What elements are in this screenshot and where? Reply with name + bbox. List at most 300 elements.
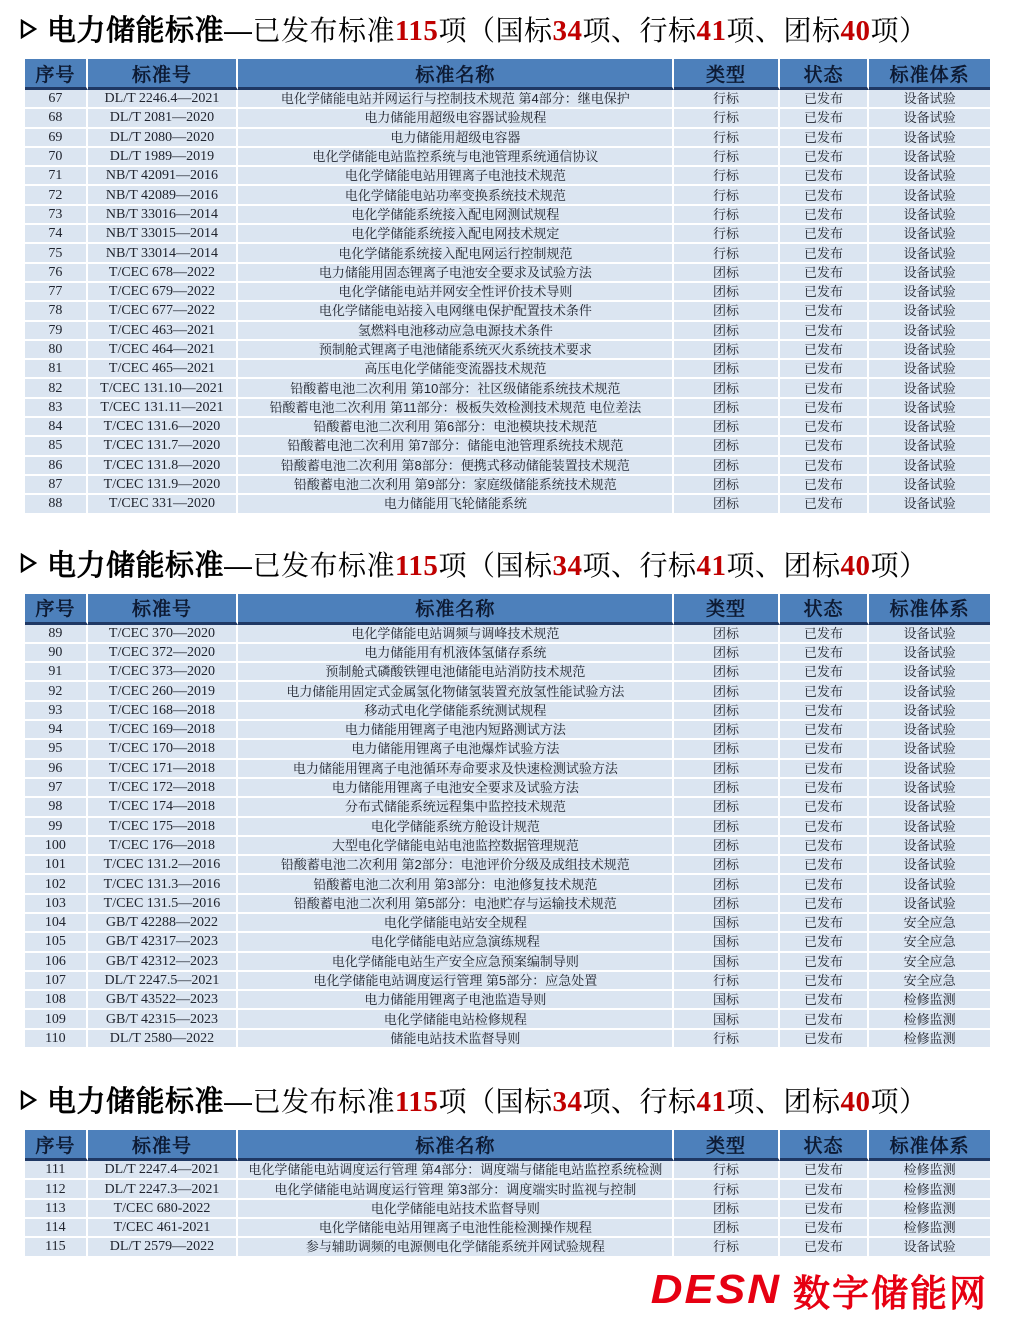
cell-standard-no: T/CEC 131.11—2021: [88, 399, 239, 418]
cell-standard-no: T/CEC 372—2020: [88, 644, 239, 663]
cell-status: 已发布: [780, 418, 870, 437]
cell-standard-no: NB/T 33014—2014: [88, 244, 239, 263]
cell-type: 团标: [674, 798, 779, 817]
column-header: 状态: [780, 594, 870, 625]
cell-standard-name: 储能电站技术监督导则: [238, 1030, 674, 1049]
cell-standard-name: 铅酸蓄电池二次利用 第2部分：电池评价分级及成组技术规范: [238, 856, 674, 875]
table-row: [25, 283, 990, 302]
cell-type: 团标: [674, 721, 779, 740]
cell-type: 行标: [674, 1161, 779, 1180]
cell-standard-no: T/CEC 677—2022: [88, 302, 239, 321]
cell-standard-name: 电力储能用超级电容器试验规程: [238, 109, 674, 128]
cell-status: 已发布: [780, 206, 870, 225]
table-row: [25, 818, 990, 837]
cell-system: 设备试验: [869, 167, 990, 186]
cell-status: 已发布: [780, 1010, 870, 1029]
section-title-segment: 40: [840, 549, 871, 582]
cell-seq: 90: [25, 644, 88, 663]
column-header: 标准体系: [869, 1130, 990, 1161]
cell-standard-no: GB/T 42317—2023: [88, 933, 239, 952]
cell-system: 设备试验: [869, 418, 990, 437]
cell-system: 设备试验: [869, 779, 990, 798]
cell-standard-no: T/CEC 131.6—2020: [88, 418, 239, 437]
table-row: [25, 129, 990, 148]
cell-standard-name: 电化学储能系统接入配电网测试规程: [238, 206, 674, 225]
cell-system: 设备试验: [869, 341, 990, 360]
cell-type: 国标: [674, 914, 779, 933]
table-row: [25, 856, 990, 875]
cell-system: 设备试验: [869, 740, 990, 759]
cell-status: 已发布: [780, 818, 870, 837]
cell-standard-name: 铅酸蓄电池二次利用 第7部分：储能电池管理系统技术规范: [238, 437, 674, 456]
cell-status: 已发布: [780, 682, 870, 701]
cell-standard-no: NB/T 42089—2016: [88, 186, 239, 205]
cell-system: 安全应急: [869, 972, 990, 991]
cell-standard-no: T/CEC 171—2018: [88, 760, 239, 779]
table-row: [25, 418, 990, 437]
cell-type: 行标: [674, 109, 779, 128]
cell-status: 已发布: [780, 875, 870, 894]
cell-standard-no: T/CEC 131.7—2020: [88, 437, 239, 456]
cell-standard-name: 铅酸蓄电池二次利用 第9部分：家庭级储能系统技术规范: [238, 476, 674, 495]
column-header: 标准名称: [238, 594, 674, 625]
cell-standard-name: 电力储能用固定式金属氢化物储氢装置充放氢性能试验方法: [238, 682, 674, 701]
section-title-segment: 项、团标: [726, 1086, 841, 1118]
cell-standard-no: DL/T 2246.4—2021: [88, 90, 239, 109]
cell-system: 设备试验: [869, 760, 990, 779]
cell-status: 已发布: [780, 167, 870, 186]
cell-standard-name: 电力储能用锂离子电池监造导则: [238, 991, 674, 1010]
table-row: [25, 379, 990, 398]
cell-standard-name: 电化学储能电站监控系统与电池管理系统通信协议: [238, 148, 674, 167]
cell-system: 设备试验: [869, 244, 990, 263]
cell-standard-name: 铅酸蓄电池二次利用 第10部分：社区级储能系统技术规范: [238, 379, 674, 398]
cell-system: 检修监测: [869, 1010, 990, 1029]
cell-seq: 68: [25, 109, 88, 128]
cell-seq: 86: [25, 457, 88, 476]
cell-status: 已发布: [780, 225, 870, 244]
cell-standard-no: T/CEC 131.9—2020: [88, 476, 239, 495]
section-title-segment: 项、行标: [582, 1086, 697, 1118]
cell-standard-no: T/CEC 131.2—2016: [88, 856, 239, 875]
cell-seq: 114: [25, 1219, 88, 1238]
cell-standard-no: T/CEC 680-2022: [88, 1200, 239, 1219]
column-header: 标准体系: [869, 59, 990, 90]
cell-seq: 80: [25, 341, 88, 360]
cell-standard-name: 电化学储能电站技术监督导则: [238, 1200, 674, 1219]
cell-type: 团标: [674, 702, 779, 721]
table-row: [25, 953, 990, 972]
cell-status: 已发布: [780, 740, 870, 759]
cell-type: 团标: [674, 495, 779, 514]
section-title-segment: 40: [840, 1086, 871, 1119]
cell-status: 已发布: [780, 148, 870, 167]
cell-standard-name: 氢燃料电池移动应急电源技术条件: [238, 322, 674, 341]
cell-status: 已发布: [780, 702, 870, 721]
standards-section-3: [20, 1079, 993, 1257]
column-header: 标准号: [88, 1130, 239, 1161]
cell-status: 已发布: [780, 953, 870, 972]
cell-system: 安全应急: [869, 914, 990, 933]
cell-standard-no: T/CEC 176—2018: [88, 837, 239, 856]
cell-type: 团标: [674, 875, 779, 894]
cell-status: 已发布: [780, 991, 870, 1010]
cell-standard-name: 电化学储能电站安全规程: [238, 914, 674, 933]
cell-seq: 83: [25, 399, 88, 418]
table-row: [25, 399, 990, 418]
cell-type: 团标: [674, 760, 779, 779]
cell-seq: 77: [25, 283, 88, 302]
section-title-segment: 115: [395, 1086, 439, 1119]
cell-status: 已发布: [780, 972, 870, 991]
section-title-segment: 项、团标: [726, 549, 841, 581]
cell-system: 设备试验: [869, 437, 990, 456]
cell-standard-no: NB/T 33016—2014: [88, 206, 239, 225]
table-row: [25, 875, 990, 894]
cell-type: 团标: [674, 1200, 779, 1219]
section-title-segment: 34: [552, 549, 583, 582]
cell-standard-no: DL/T 2580—2022: [88, 1030, 239, 1049]
section-heading: [20, 8, 993, 49]
cell-type: 行标: [674, 1180, 779, 1199]
table-row: [25, 644, 990, 663]
cell-seq: 89: [25, 625, 88, 644]
cell-standard-no: T/CEC 175—2018: [88, 818, 239, 837]
cell-standard-name: 铅酸蓄电池二次利用 第5部分：电池贮存与运输技术规范: [238, 895, 674, 914]
cell-type: 团标: [674, 302, 779, 321]
table-row: [25, 1200, 990, 1219]
cell-standard-no: T/CEC 170—2018: [88, 740, 239, 759]
cell-system: 设备试验: [869, 109, 990, 128]
cell-standard-no: NB/T 42091—2016: [88, 167, 239, 186]
cell-system: 设备试验: [869, 625, 990, 644]
cell-standard-name: 电化学储能电站并网安全性评价技术导则: [238, 283, 674, 302]
cell-seq: 113: [25, 1200, 88, 1219]
section-title-segment: 项（国标: [438, 15, 553, 46]
table-row: [25, 1030, 990, 1049]
cell-standard-name: 电化学储能电站检修规程: [238, 1010, 674, 1029]
standards-table: [25, 1130, 990, 1257]
cell-standard-name: 高压电化学储能变流器技术规范: [238, 360, 674, 379]
cell-status: 已发布: [780, 457, 870, 476]
cell-type: 团标: [674, 264, 779, 283]
table-row: [25, 702, 990, 721]
cell-status: 已发布: [780, 1180, 870, 1199]
table-row: [25, 206, 990, 225]
cell-standard-name: 大型电化学储能电站电池监控数据管理规范: [238, 837, 674, 856]
table-row: [25, 721, 990, 740]
cell-standard-no: T/CEC 678—2022: [88, 264, 239, 283]
cell-standard-name: 电化学储能电站接入电网继电保护配置技术条件: [238, 302, 674, 321]
cell-status: 已发布: [780, 437, 870, 456]
cell-seq: 100: [25, 837, 88, 856]
cell-status: 已发布: [780, 109, 870, 128]
table-header-row: [25, 59, 990, 90]
cell-type: 团标: [674, 399, 779, 418]
cell-type: 团标: [674, 283, 779, 302]
cell-system: 设备试验: [869, 837, 990, 856]
cell-seq: 103: [25, 895, 88, 914]
arrowhead-bullet-icon: [20, 553, 37, 573]
table-row: [25, 90, 990, 109]
cell-system: 设备试验: [869, 148, 990, 167]
table-row: [25, 167, 990, 186]
cell-status: 已发布: [780, 1161, 870, 1180]
cell-status: 已发布: [780, 476, 870, 495]
cell-seq: 85: [25, 437, 88, 456]
cell-seq: 82: [25, 379, 88, 398]
cell-seq: 96: [25, 760, 88, 779]
cell-status: 已发布: [780, 302, 870, 321]
cell-standard-name: 电力储能用锂离子电池爆炸试验方法: [238, 740, 674, 759]
cell-system: 设备试验: [869, 495, 990, 514]
cell-seq: 84: [25, 418, 88, 437]
cell-system: 设备试验: [869, 798, 990, 817]
cell-system: 设备试验: [869, 1238, 990, 1257]
cell-status: 已发布: [780, 837, 870, 856]
cell-seq: 81: [25, 360, 88, 379]
cell-standard-no: DL/T 2080—2020: [88, 129, 239, 148]
section-title-segment: 34: [552, 1086, 583, 1119]
cell-type: 行标: [674, 1030, 779, 1049]
cell-type: 国标: [674, 933, 779, 952]
cell-system: 设备试验: [869, 856, 990, 875]
table-row: [25, 186, 990, 205]
cell-standard-no: T/CEC 679—2022: [88, 283, 239, 302]
cell-system: 设备试验: [869, 476, 990, 495]
table-row: [25, 991, 990, 1010]
cell-type: 行标: [674, 90, 779, 109]
cell-system: 设备试验: [869, 702, 990, 721]
arrowhead-bullet-icon: [20, 19, 37, 39]
section-title-segment: 项）: [870, 549, 928, 581]
cell-standard-no: T/CEC 373—2020: [88, 663, 239, 682]
cell-type: 国标: [674, 991, 779, 1010]
column-header: 类型: [674, 594, 779, 625]
table-row: [25, 476, 990, 495]
cell-system: 检修监测: [869, 991, 990, 1010]
cell-system: 检修监测: [869, 1219, 990, 1238]
cell-status: 已发布: [780, 341, 870, 360]
cell-standard-no: T/CEC 131.5—2016: [88, 895, 239, 914]
section-title-segment: 115: [395, 15, 439, 47]
cell-type: 行标: [674, 1238, 779, 1257]
cell-standard-no: T/CEC 260—2019: [88, 682, 239, 701]
cell-status: 已发布: [780, 644, 870, 663]
cell-type: 行标: [674, 225, 779, 244]
cell-standard-name: 预制舱式磷酸铁锂电池储能电站消防技术规范: [238, 663, 674, 682]
cell-type: 团标: [674, 341, 779, 360]
cell-standard-name: 铅酸蓄电池二次利用 第6部分：电池模块技术规范: [238, 418, 674, 437]
cell-seq: 98: [25, 798, 88, 817]
cell-seq: 87: [25, 476, 88, 495]
cell-type: 团标: [674, 476, 779, 495]
section-title-segment: 41: [696, 1086, 727, 1119]
column-header: 标准体系: [869, 594, 990, 625]
column-header: 标准号: [88, 59, 239, 90]
cell-type: 团标: [674, 1219, 779, 1238]
cell-standard-no: T/CEC 131.10—2021: [88, 379, 239, 398]
column-header: 类型: [674, 59, 779, 90]
section-gap: [20, 1049, 993, 1079]
cell-system: 设备试验: [869, 457, 990, 476]
cell-standard-name: 预制舱式锂离子电池储能系统灭火系统技术要求: [238, 341, 674, 360]
table-row: [25, 341, 990, 360]
cell-seq: 101: [25, 856, 88, 875]
cell-type: 国标: [674, 1010, 779, 1029]
cell-standard-name: 电力储能用锂离子电池内短路测试方法: [238, 721, 674, 740]
cell-standard-no: T/CEC 370—2020: [88, 625, 239, 644]
table-row: [25, 148, 990, 167]
cell-seq: 107: [25, 972, 88, 991]
table-row: [25, 1180, 990, 1199]
cell-standard-no: DL/T 1989—2019: [88, 148, 239, 167]
cell-standard-name: 电力储能用锂离子电池安全要求及试验方法: [238, 779, 674, 798]
cell-seq: 94: [25, 721, 88, 740]
section-gap: [20, 515, 993, 543]
standards-table: [25, 594, 990, 1050]
cell-type: 行标: [674, 186, 779, 205]
cell-seq: 115: [25, 1238, 88, 1257]
cell-system: 设备试验: [869, 186, 990, 205]
section-title-segment: 项、行标: [582, 549, 697, 581]
cell-system: 检修监测: [869, 1200, 990, 1219]
cell-standard-name: 移动式电化学储能系统测试规程: [238, 702, 674, 721]
cell-type: 团标: [674, 418, 779, 437]
cell-standard-no: DL/T 2247.4—2021: [88, 1161, 239, 1180]
cell-seq: 108: [25, 991, 88, 1010]
cell-standard-no: T/CEC 131.8—2020: [88, 457, 239, 476]
cell-seq: 78: [25, 302, 88, 321]
cell-seq: 105: [25, 933, 88, 952]
footer-logo: [651, 1263, 988, 1317]
cell-standard-name: 电化学储能系统接入配电网运行控制规范: [238, 244, 674, 263]
cell-standard-name: 电化学储能电站并网运行与控制技术规范 第4部分：继电保护: [238, 90, 674, 109]
cell-status: 已发布: [780, 895, 870, 914]
cell-status: 已发布: [780, 379, 870, 398]
cell-system: 设备试验: [869, 129, 990, 148]
cell-standard-no: T/CEC 169—2018: [88, 721, 239, 740]
cell-status: 已发布: [780, 90, 870, 109]
section-title-segment: 34: [552, 15, 583, 47]
table-row: [25, 109, 990, 128]
cell-status: 已发布: [780, 1238, 870, 1257]
cell-seq: 74: [25, 225, 88, 244]
cell-system: 设备试验: [869, 644, 990, 663]
cell-seq: 69: [25, 129, 88, 148]
table-row: [25, 1219, 990, 1238]
cell-system: 设备试验: [869, 721, 990, 740]
logo-abbr-text: DESN: [650, 1267, 781, 1313]
column-header: 序号: [25, 594, 88, 625]
cell-seq: 104: [25, 914, 88, 933]
cell-seq: 99: [25, 818, 88, 837]
cell-status: 已发布: [780, 283, 870, 302]
cell-standard-no: GB/T 43522—2023: [88, 991, 239, 1010]
cell-standard-name: 分布式储能系统远程集中监控技术规范: [238, 798, 674, 817]
cell-standard-name: 电化学储能系统方舱设计规范: [238, 818, 674, 837]
cell-type: 行标: [674, 972, 779, 991]
column-header: 序号: [25, 1130, 88, 1161]
cell-seq: 73: [25, 206, 88, 225]
cell-seq: 106: [25, 953, 88, 972]
cell-standard-no: DL/T 2579—2022: [88, 1238, 239, 1257]
cell-status: 已发布: [780, 264, 870, 283]
standards-section-1: [20, 8, 993, 515]
table-row: [25, 625, 990, 644]
cell-status: 已发布: [780, 798, 870, 817]
cell-type: 团标: [674, 379, 779, 398]
cell-seq: 102: [25, 875, 88, 894]
cell-standard-no: T/CEC 168—2018: [88, 702, 239, 721]
column-header: 序号: [25, 59, 88, 90]
cell-type: 团标: [674, 437, 779, 456]
column-header: 类型: [674, 1130, 779, 1161]
table-row: [25, 1010, 990, 1029]
cell-system: 检修监测: [869, 1030, 990, 1049]
section-title-segment: 40: [840, 15, 871, 47]
table-row: [25, 1238, 990, 1257]
cell-type: 行标: [674, 167, 779, 186]
cell-standard-name: 电化学储能电站功率变换系统技术规范: [238, 186, 674, 205]
cell-standard-no: T/CEC 463—2021: [88, 322, 239, 341]
section-title: [47, 8, 928, 49]
cell-seq: 67: [25, 90, 88, 109]
cell-type: 团标: [674, 644, 779, 663]
section-title-segment: —已发布标准: [224, 15, 396, 46]
table-row: [25, 779, 990, 798]
cell-type: 团标: [674, 818, 779, 837]
cell-standard-no: T/CEC 465—2021: [88, 360, 239, 379]
cell-status: 已发布: [780, 760, 870, 779]
table-row: [25, 360, 990, 379]
section-title-segment: 项）: [870, 15, 928, 46]
cell-standard-name: 电化学储能系统接入配电网技术规定: [238, 225, 674, 244]
arrowhead-bullet-icon: [20, 1090, 37, 1110]
cell-type: 行标: [674, 148, 779, 167]
cell-system: 设备试验: [869, 322, 990, 341]
column-header: 状态: [780, 1130, 870, 1161]
logo-name-text: 数字储能网: [793, 1273, 988, 1314]
section-title-segment: 电力储能标准: [47, 1086, 225, 1119]
cell-seq: 88: [25, 495, 88, 514]
cell-standard-no: T/CEC 461-2021: [88, 1219, 239, 1238]
section-title-segment: 项）: [870, 1086, 928, 1118]
cell-system: 设备试验: [869, 90, 990, 109]
cell-type: 团标: [674, 856, 779, 875]
cell-seq: 72: [25, 186, 88, 205]
cell-status: 已发布: [780, 779, 870, 798]
cell-type: 团标: [674, 663, 779, 682]
cell-seq: 71: [25, 167, 88, 186]
cell-standard-name: 电化学储能电站应急演练规程: [238, 933, 674, 952]
table-row: [25, 895, 990, 914]
cell-status: 已发布: [780, 914, 870, 933]
cell-seq: 97: [25, 779, 88, 798]
cell-system: 设备试验: [869, 225, 990, 244]
table-row: [25, 740, 990, 759]
table-row: [25, 495, 990, 514]
cell-system: 设备试验: [869, 360, 990, 379]
section-title-segment: 项、团标: [726, 15, 841, 46]
cell-standard-name: 电化学储能电站调频与调峰技术规范: [238, 625, 674, 644]
cell-seq: 110: [25, 1030, 88, 1049]
cell-system: 检修监测: [869, 1161, 990, 1180]
cell-status: 已发布: [780, 129, 870, 148]
cell-system: 设备试验: [869, 663, 990, 682]
column-header: 标准号: [88, 594, 239, 625]
cell-seq: 75: [25, 244, 88, 263]
